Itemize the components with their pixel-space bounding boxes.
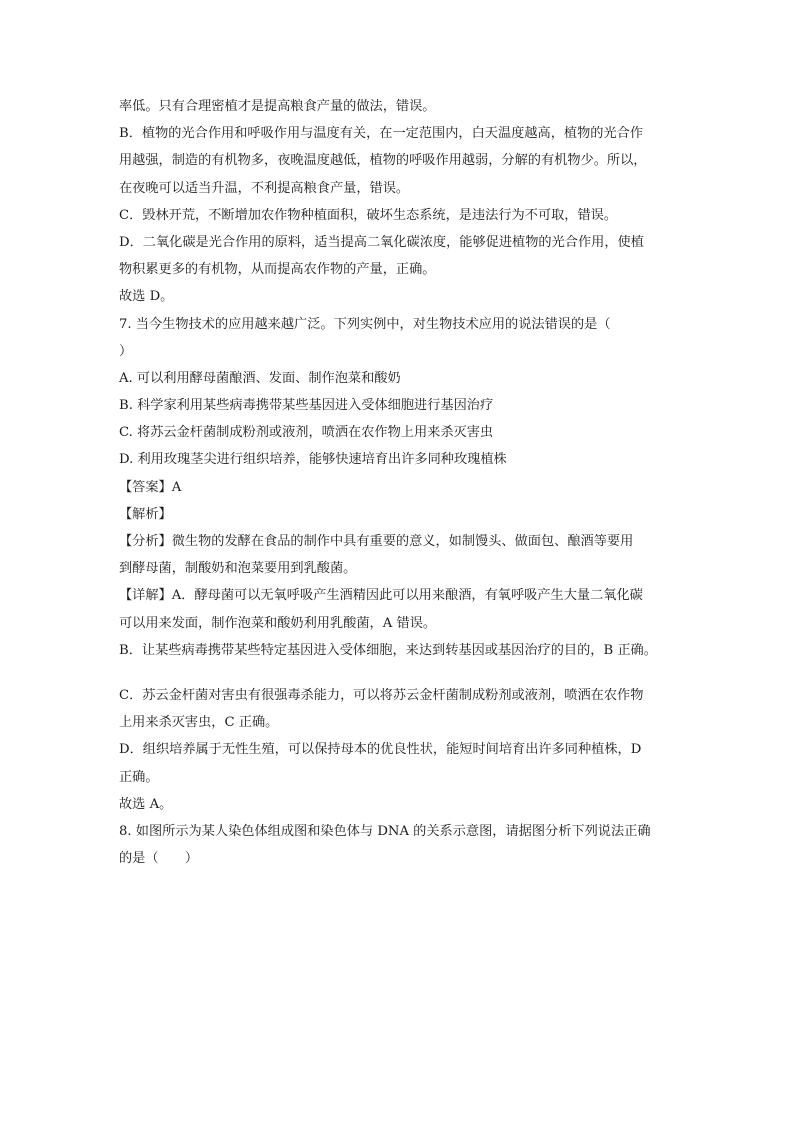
text-line: 上用来杀灭害虫，C 正确。 [119, 715, 279, 731]
text-line: 【详解】A．酵母菌可以无氧呼吸产生酒精因此可以用来酿酒，有氧呼吸产生大量二氧化碳 [119, 588, 643, 604]
text-line: 用越强，制造的有机物多，夜晚温度越低，植物的呼吸作用越弱，分解的有机物少。所以， [119, 153, 647, 169]
question-7-option-d: D. 利用玫瑰茎尖进行组织培养，能够快速培育出许多同种玫瑰植株 [119, 452, 507, 468]
answer-label: 【答案】A [119, 479, 182, 495]
question-8-stem: 8. 如图所示为某人染色体组成图和染色体与 DNA 的关系示意图，请据图分析下列说法正确 [119, 823, 651, 839]
text-line: 故选 A。 [119, 796, 173, 812]
document-body [119, 93, 699, 872]
text-line: D．组织培养属于无性生殖，可以保持母本的优良性状，能短时间培育出许多同种植株，D [119, 742, 642, 758]
text-line: D．二氧化碳是光合作用的原料，适当提高二氧化碳浓度，能够促进植物的光合作用，使植 [119, 234, 644, 250]
question-7-stem: 7. 当今生物技术的应用越来越广泛。下列实例中，对生物技术应用的说法错误的是（ [119, 316, 611, 332]
text-line: 物积累更多的有机物，从而提高农作物的产量，正确。 [119, 262, 436, 278]
text-line: 到酵母菌，制酸奶和泡菜要用到乳酸菌。 [119, 561, 357, 577]
text-line: 正确。 [119, 769, 159, 785]
text-line: 【分析】微生物的发酵在食品的制作中具有重要的意义，如制馒头、做面包、酿酒等要用 [119, 534, 634, 549]
question-8-stem-end: 的是（ ） [119, 851, 199, 867]
analysis-label: 【解析】 [119, 506, 172, 522]
text-line: 率低。只有合理密植才是提高粮食产量的做法，错误。 [119, 99, 436, 114]
question-7-stem-end: ） [119, 343, 133, 359]
question-7-option-b: B. 科学家利用某些病毒携带某些基因进入受体细胞进行基因治疗 [119, 398, 494, 414]
text-line: C．苏云金杆菌对害虫有很强毒杀能力，可以将苏云金杆菌制成粉剂或液剂，喷洒在农作物 [119, 687, 644, 703]
blank-line [119, 664, 699, 682]
question-7-option-a: A. 可以利用酵母菌酿酒、发面、制作泡菜和酸奶 [119, 370, 401, 386]
text-line: B．让某些病毒携带某些特定基因进入受体细胞，来达到转基因或基因治疗的目的，B 正确。 [119, 642, 657, 658]
text-line: 故选 D。 [119, 289, 174, 305]
text-line: C．毁林开荒，不断增加农作物种植面积，破坏生态系统，是违法行为不可取，错误。 [119, 207, 618, 223]
text-line: 可以用来发面，制作泡菜和酸奶利用乳酸菌，A 错误。 [119, 615, 437, 631]
text-line: 在夜晚可以适当升温，不利提高粮食产量，错误。 [119, 180, 410, 196]
text-line: B．植物的光合作用和呼吸作用与温度有关，在一定范围内，白天温度越高，植物的光合作 [119, 126, 643, 142]
question-7-option-c: C. 将苏云金杆菌制成粉剂或液剂，喷洒在农作物上用来杀灭害虫 [119, 425, 494, 441]
